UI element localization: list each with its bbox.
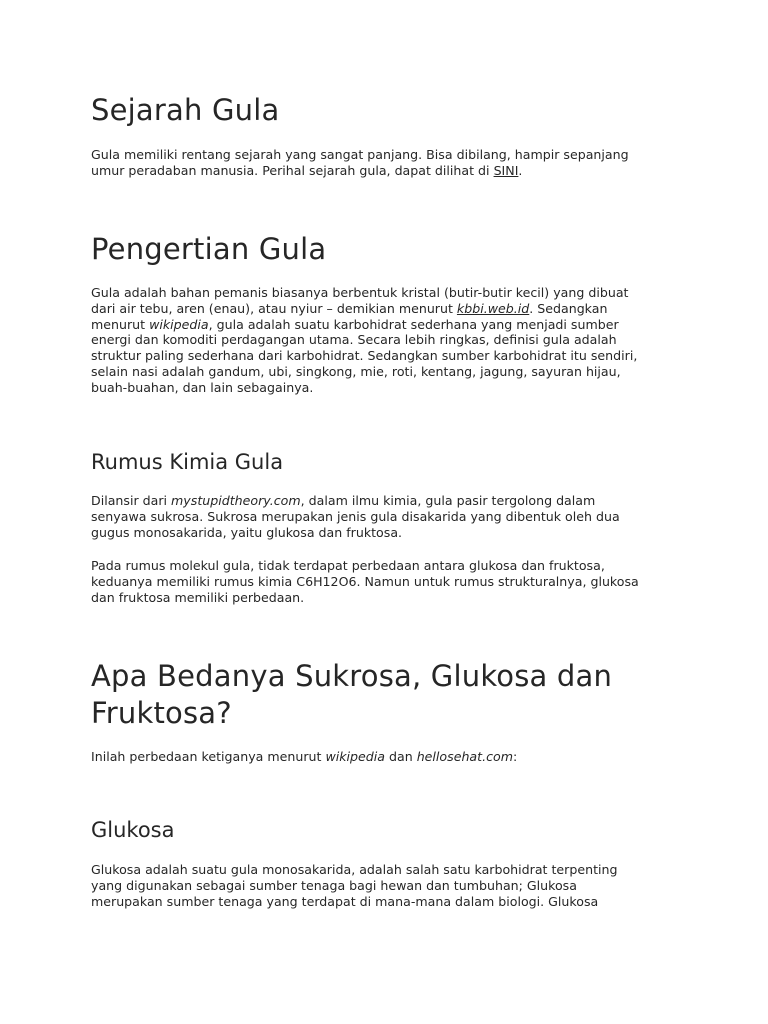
text-span: dan <box>385 749 417 764</box>
text-line <box>91 493 681 509</box>
text-line: energi dan komoditi perdagangan utama. Secara lebih ringkas, definisi gula adalah <box>91 332 617 348</box>
heading-apa-bedanya <box>91 658 612 732</box>
text-line: struktur paling sederhana dari karbohidrat. Sedangkan sumber karbohidrat itu sendiri, <box>91 348 638 364</box>
paragraph-rumus-2 <box>91 558 681 605</box>
text-span: . <box>518 162 523 178</box>
text-line: gugus monosakarida, yaitu glukosa dan fruktosa. <box>91 524 403 540</box>
mystupidtheory-emphasis: mystupidtheory.com <box>171 493 301 508</box>
text-span: dari air tebu, aren (enau), atau nyiur – demikian menurut <box>91 300 457 316</box>
heading-line: Fruktosa? <box>91 696 232 730</box>
wikipedia-emphasis: wikipedia <box>325 749 385 764</box>
text-line: dan fruktosa memiliki perbedaan. <box>91 589 305 605</box>
text-line: merupakan sumber tenaga yang terdapat di mana-mana dalam biologi. Glukosa <box>91 893 599 909</box>
text-line <box>91 301 681 317</box>
text-line <box>91 317 681 333</box>
text-span: , dalam ilmu kimia, gula pasir tergolong dalam <box>300 493 596 508</box>
text-line: Pada rumus molekul gula, tidak terdapat perbedaan antara glukosa dan fruktosa, <box>91 558 605 573</box>
heading-glukosa: Glukosa <box>91 818 175 842</box>
text-line: selain nasi adalah gandum, ubi, singkong, mie, roti, kentang, jagung, sayuran hijau, <box>91 363 621 379</box>
paragraph-beda <box>91 749 681 765</box>
paragraph-sejarah <box>91 147 681 179</box>
heading-sejarah-gula: Sejarah Gula <box>91 93 280 127</box>
text-span: umur peradaban manusia. Perihal sejarah gula, dapat dilihat di <box>91 162 494 178</box>
text-span: menurut <box>91 316 150 332</box>
text-line: Gula adalah bahan pemanis biasanya berbentuk kristal (butir-butir kecil) yang dibuat <box>91 285 629 300</box>
text-line: senyawa sukrosa. Sukrosa merupakan jenis gula disakarida yang dibentuk oleh dua <box>91 508 620 524</box>
text-line: buah-buahan, dan lain sebagainya. <box>91 379 314 395</box>
text-span: : <box>512 749 518 764</box>
heading-rumus-kimia-gula: Rumus Kimia Gula <box>91 450 284 474</box>
text-span: Inilah perbedaan ketiganya menurut <box>91 749 326 764</box>
text-line: keduanya memiliki rumus kimia C6H12O6. Namun untuk rumus strukturalnya, glukosa <box>91 573 639 589</box>
paragraph-glukosa <box>91 862 681 909</box>
kbbi-link[interactable]: kbbi.web.id <box>456 300 530 316</box>
hellosehat-emphasis: hellosehat.com <box>416 749 513 764</box>
paragraph-rumus-1 <box>91 493 681 540</box>
wikipedia-emphasis: wikipedia <box>149 316 209 332</box>
text-line <box>91 163 681 179</box>
text-line <box>91 749 681 765</box>
text-line: Glukosa adalah suatu gula monosakarida, adalah salah satu karbohidrat terpenting <box>91 862 618 877</box>
heading-pengertian-gula: Pengertian Gula <box>91 232 327 266</box>
text-span: Dilansir dari <box>91 493 172 508</box>
text-line: Gula memiliki rentang sejarah yang sangat panjang. Bisa dibilang, hampir sepanjang <box>91 147 629 162</box>
sini-link[interactable]: SINI <box>493 162 519 178</box>
text-span: . Sedangkan <box>529 300 608 316</box>
text-line: yang digunakan sebagai sumber tenaga bagi hewan dan tumbuhan; Glukosa <box>91 877 577 893</box>
heading-line: Apa Bedanya Sukrosa, Glukosa dan <box>91 659 613 693</box>
paragraph-pengertian <box>91 285 681 396</box>
text-span: , gula adalah suatu karbohidrat sederhana yang menjadi sumber <box>208 316 619 332</box>
